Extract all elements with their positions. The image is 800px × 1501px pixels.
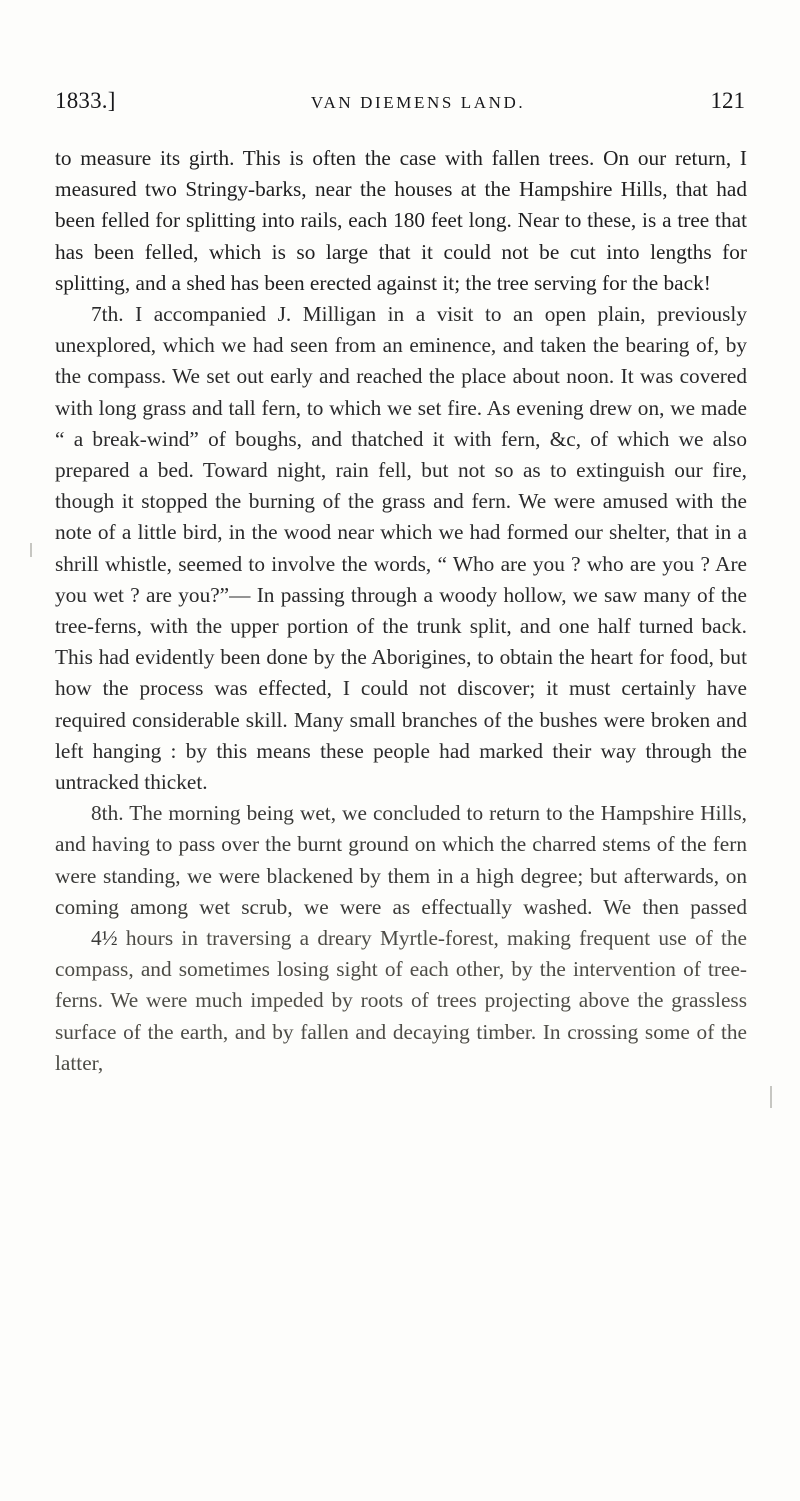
page-number: 121 [710, 88, 745, 113]
running-head: VAN DIEMENS LAND. [310, 93, 526, 112]
header-year: 1833.] [55, 88, 116, 113]
page-speck-left [30, 543, 32, 557]
paragraph-1: to measure its girth. This is often the case with fallen trees. On our return, I measured two Stringy-barks, near the houses at the Hampshire Hills, that had been felled for splitting into rails, each 180 feet long. Near to these, is a tree that has been felled, which is so large that it could not be cut into lengths for splitting, and a shed has been erected against it; the tree serving for the back! [55, 146, 747, 295]
fraction-four-and-a-half: 4½ [91, 926, 118, 951]
page-header [55, 88, 745, 122]
paragraph-2: 7th. I accompanied J. Milligan in a visit to an open plain, previously unexplored, which we had seen from an eminence, and taken the bearing of, by the compass. We set out early and reached the place about noon. It was covered with long grass and tall fern, to which we set fire. As evening drew on, we made “ a break-wind” of boughs, and thatched it with fern, &c, of which we also prepared a bed. Toward night, rain fell, but not so as to extinguish our fire, though it stopped the burning of the grass and fern. We were amused with the note of a little bird, in the wood near which we had formed our shelter, that in a shrill whistle, seemed to involve the words, “ Who are you ? who are you ? Are you wet ? are you?”— In passing through a woody hollow, we saw many of the tree-ferns, with the upper portion of the trunk split, and one half turned back. This had evidently been done by the Aborigines, to obtain the heart for food, but how the process was effected, I could not discover; it must certainly have required considerable skill. Many small branches of the bushes were broken and left hanging : by this means these people had marked their way through the untracked thicket. [55, 302, 747, 795]
paragraph-3 [55, 798, 747, 1079]
paragraph-3-part-1: 8th. The morning being wet, we concluded to return to the Hampshire Hills, and having to pass over the burnt ground on which the charred stems of the fern were standing, we were blackened by them in a high degree; but afterwards, on coming among wet scrub, we were as effectually washed. We then passed [55, 801, 747, 919]
page-speck-right [770, 1086, 772, 1108]
page-body [55, 143, 747, 1079]
paragraph-3-part-2: hours in traversing a dreary Myrtle-forest, making frequent use of the compass, and sometimes losing sight of each other, by the intervention of tree-ferns. We were much impeded by roots of trees projecting above the grassless surface of the earth, and by fallen and decaying timber. In crossing some of the latter, [55, 926, 747, 1075]
